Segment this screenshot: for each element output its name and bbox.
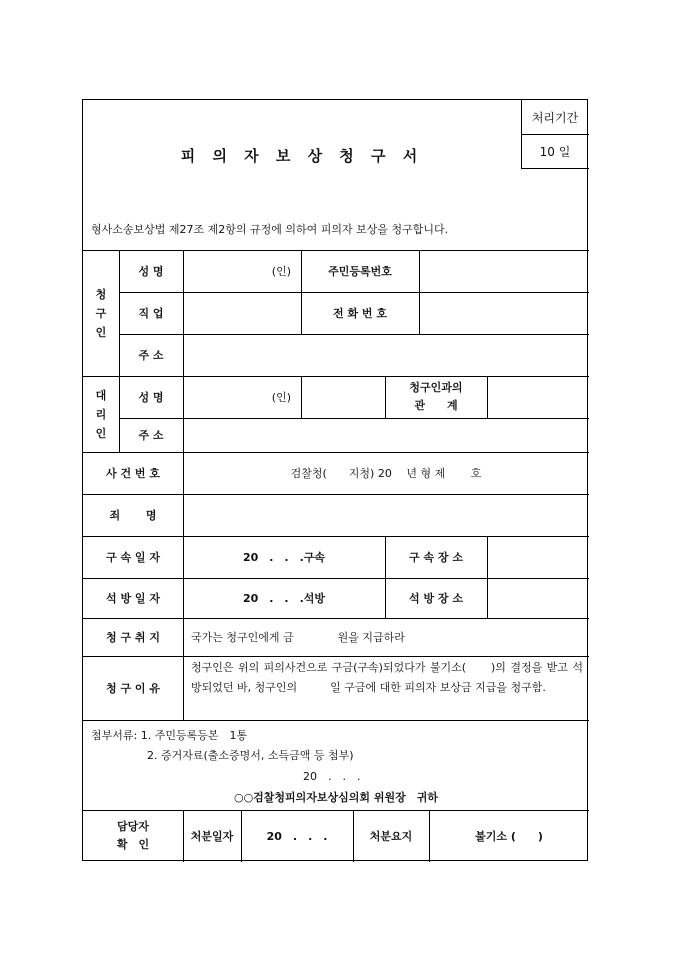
disposal-date-value[interactable]: 20 . . . [266, 830, 328, 843]
reason-label: 청 구 이 유 [106, 682, 160, 695]
claimant-job-field[interactable] [183, 292, 301, 334]
reason-text[interactable]: 청구인은 위의 피의사건으로 구금(구속)되었다가 불기소( )의 결정을 받고 석방되었던 바, 청구인의 일 구금에 대한 피의자 보상금 지급을 청구함. [191, 661, 583, 694]
arrest-date-label: 구 속 일 자 [106, 551, 160, 564]
processing-period-value: 10 일 [539, 144, 571, 159]
claimant-address-field[interactable] [183, 334, 589, 376]
agent-name-extra-field[interactable] [301, 376, 385, 418]
attachment-line-1: 첨부서류: 1. 주민등록등본 1통 [91, 729, 248, 742]
claimant-address-label: 주 소 [138, 349, 164, 362]
page-title: 피 의 자 보 상 청 구 서 [180, 146, 424, 165]
addressee: ○○검찰청피의자보상심의회 위원장 귀하 [233, 791, 439, 804]
claimant-group-label: 청 구 인 [95, 287, 107, 339]
agent-address-field[interactable] [183, 418, 589, 452]
processing-period-label: 처리기간 [531, 110, 579, 125]
disposal-summary-label: 처분요지 [369, 830, 413, 843]
compensation-claim-form [82, 99, 588, 861]
disposal-summary-value[interactable]: 불기소 ( ) [475, 830, 543, 843]
attachment-date[interactable]: 20 . . . [303, 770, 361, 783]
charge-field[interactable] [183, 494, 589, 536]
case-number-label: 사 건 번 호 [106, 467, 160, 480]
release-date-value[interactable]: 20 . . .석방 [242, 592, 326, 605]
purpose-label: 청 구 취 지 [106, 631, 160, 644]
release-place-field[interactable] [487, 578, 589, 618]
claimant-job-label: 직 업 [138, 307, 164, 320]
claimant-name-seal: (인) [271, 265, 291, 278]
claimant-name-label: 성 명 [138, 265, 164, 278]
arrest-date-value[interactable]: 20 . . .구속 [242, 551, 326, 564]
release-date-label: 석 방 일 자 [106, 592, 160, 605]
disposal-date-label: 처분일자 [190, 830, 234, 843]
agent-name-label: 성 명 [138, 391, 164, 404]
charge-label: 죄 명 [109, 509, 157, 522]
arrest-place-label: 구 속 장 소 [409, 551, 463, 564]
case-number-value[interactable]: 검찰청( 지청) 20 년 형 제 호 [290, 467, 482, 480]
intro-text: 형사소송보상법 제27조 제2항의 규정에 의하여 피의자 보상을 청구합니다. [91, 223, 449, 236]
purpose-value[interactable]: 국가는 청구인에게 금 원을 지급하라 [191, 631, 405, 644]
agent-relation-field[interactable] [487, 376, 589, 418]
release-place-label: 석 방 장 소 [409, 592, 463, 605]
attachment-line-2: 2. 증거자료(출소증명서, 소득금액 등 첨부) [147, 749, 354, 762]
agent-group-label: 대 리 인 [95, 388, 107, 440]
arrest-place-field[interactable] [487, 536, 589, 578]
claimant-id-field[interactable] [419, 250, 589, 292]
agent-relation-label: 청구인과의 관 계 [409, 381, 463, 412]
claimant-id-label: 주민등록번호 [328, 265, 392, 278]
agent-address-label: 주 소 [138, 429, 164, 442]
officer-confirm-label: 담당자 확 인 [116, 820, 150, 851]
claimant-phone-label: 전 화 번 호 [333, 307, 387, 320]
claimant-phone-field[interactable] [419, 292, 589, 334]
agent-name-seal: (인) [271, 391, 291, 404]
